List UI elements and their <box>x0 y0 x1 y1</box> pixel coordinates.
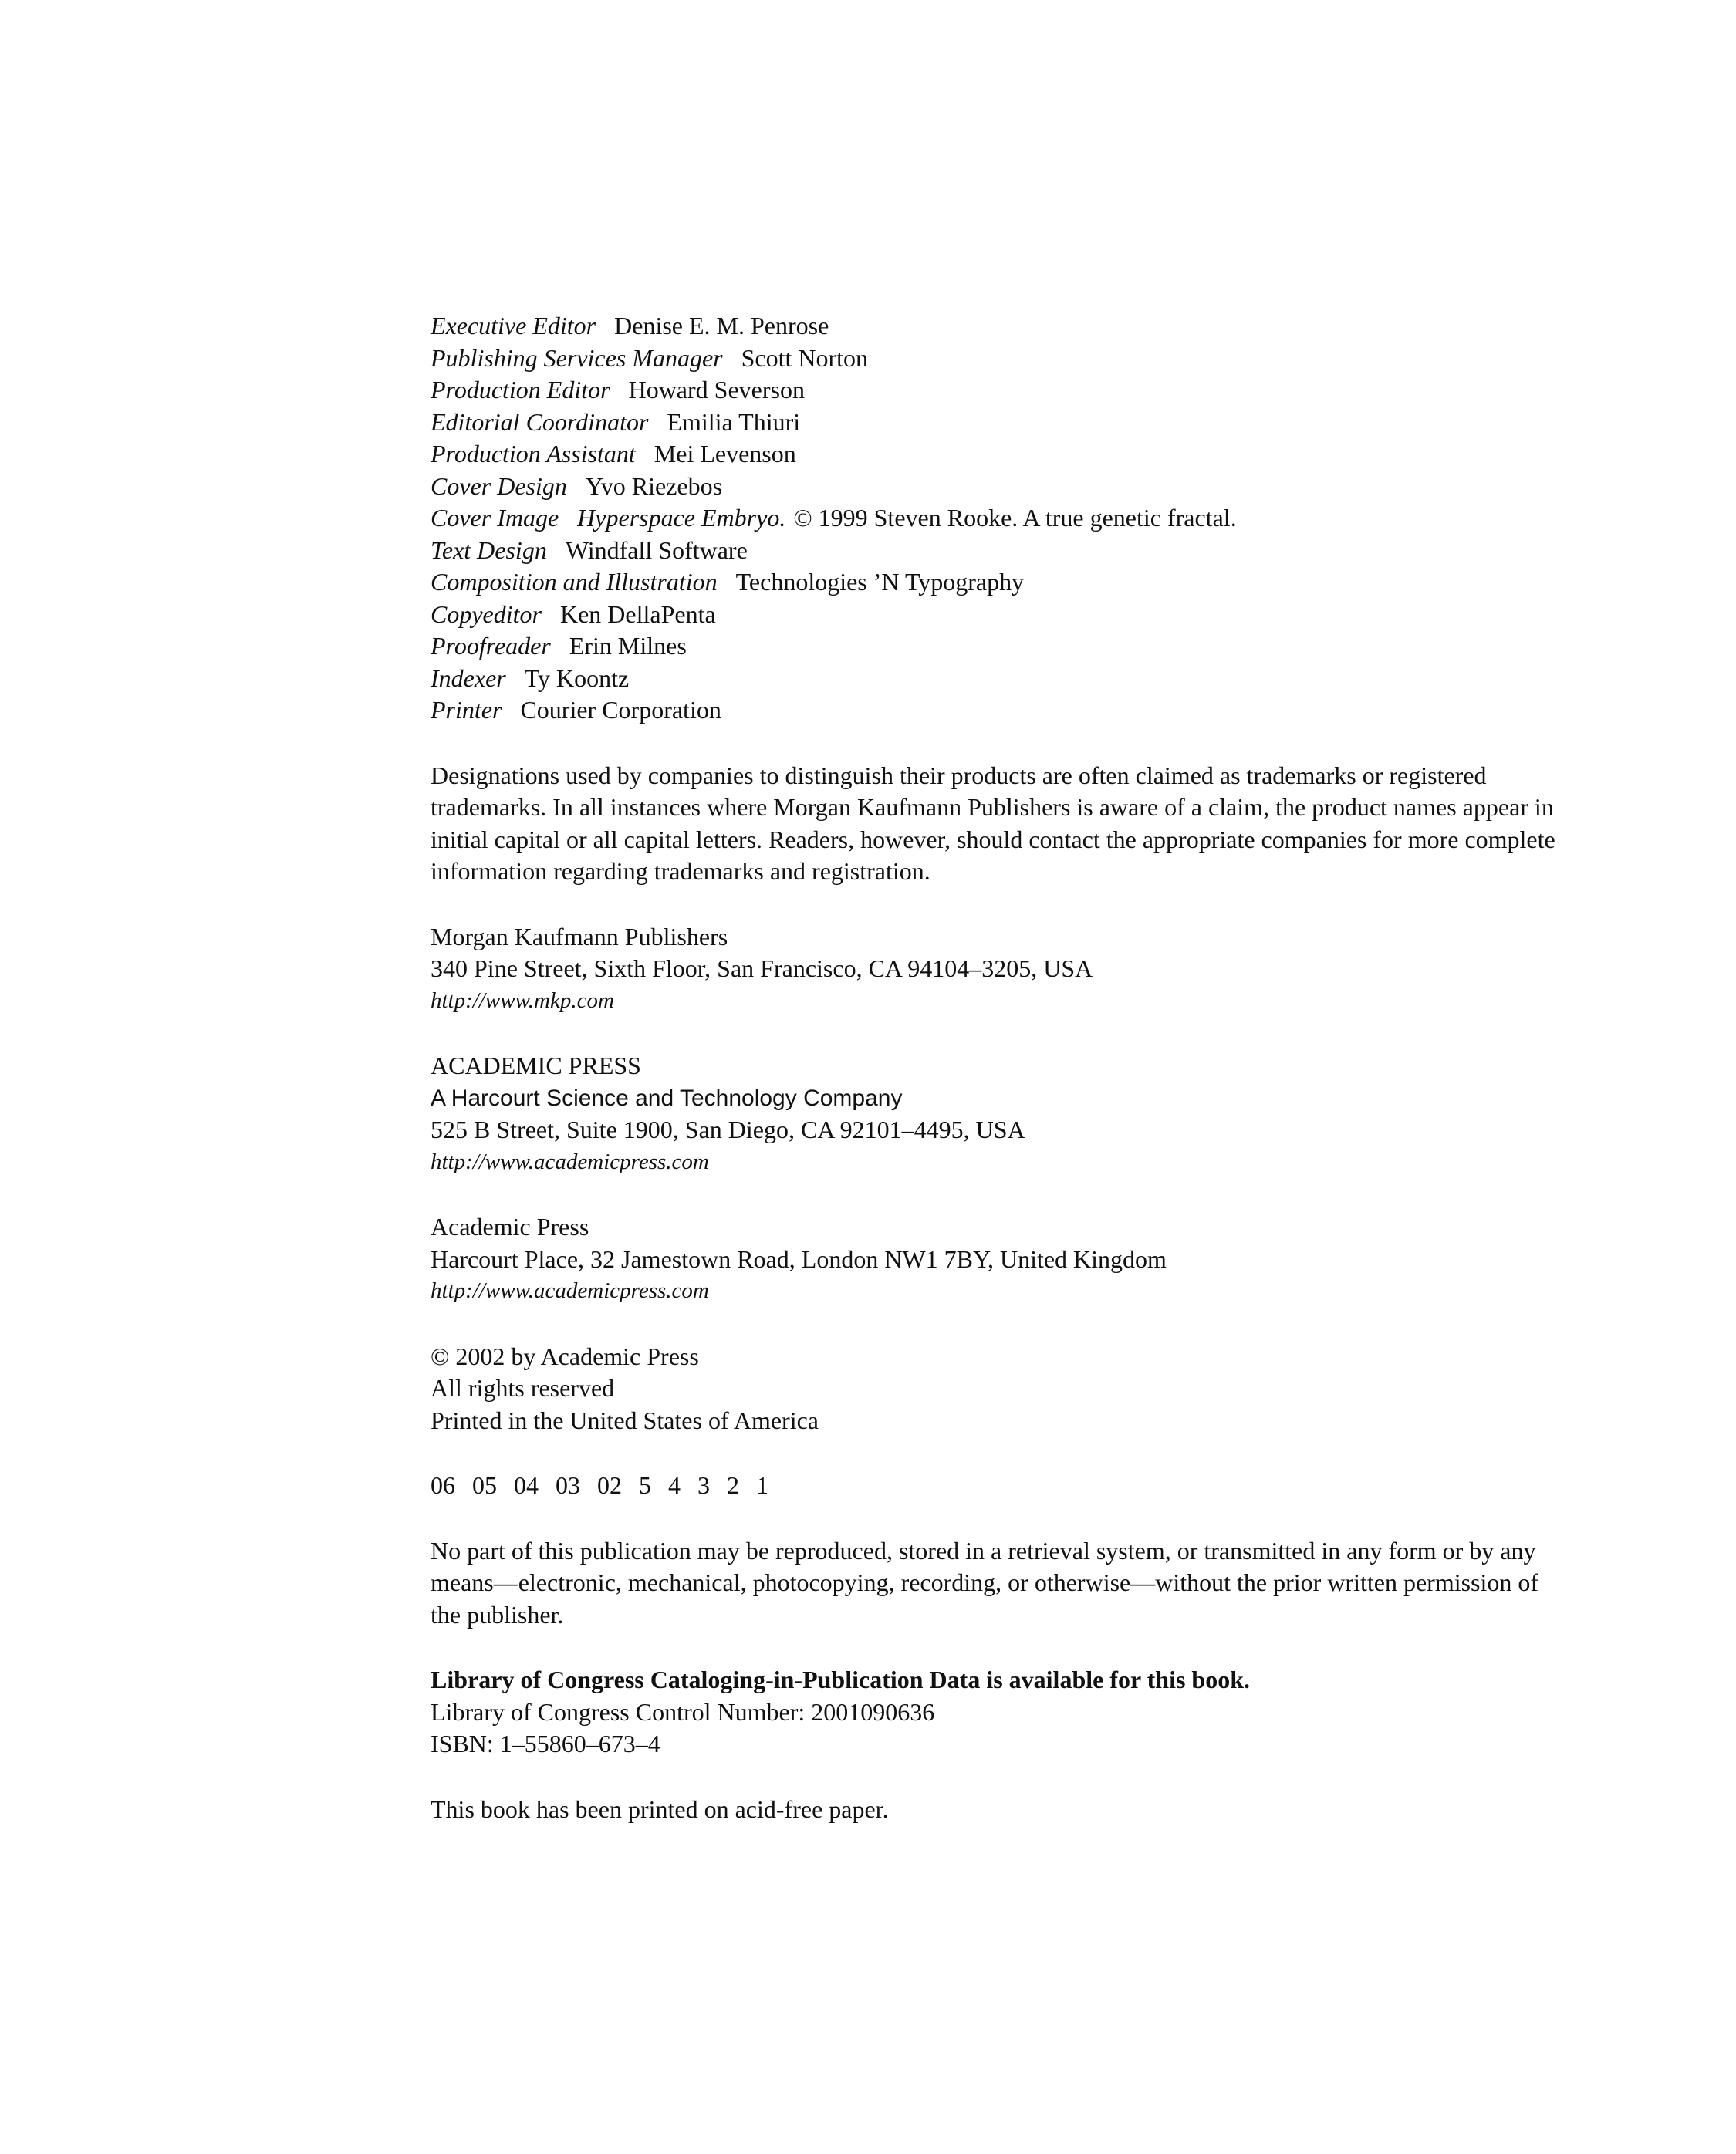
publisher-url[interactable]: http://www.mkp.com <box>431 988 614 1013</box>
printed-in-line: Printed in the United States of America <box>431 1406 819 1434</box>
credit-role: Production Assistant <box>431 440 636 468</box>
credit-line <box>431 694 1557 727</box>
credit-role: Cover Image <box>431 504 559 532</box>
credit-role: Indexer <box>431 663 506 692</box>
credit-line <box>431 374 1557 407</box>
credit-role: Editorial Coordinator <box>431 407 649 436</box>
credit-line <box>431 310 1557 343</box>
credit-name: Erin Milnes <box>569 632 687 660</box>
credit-name: Howard Severson <box>628 376 805 403</box>
credit-line <box>431 502 1557 535</box>
credit-role: Production Editor <box>431 376 610 403</box>
credit-role: Copyeditor <box>431 599 542 628</box>
credit-name: © 1999 Steven Rooke. A true genetic fractal. <box>793 504 1237 532</box>
copyright-block <box>431 1341 1557 1437</box>
credit-line <box>431 599 1557 631</box>
publisher-address: Harcourt Place, 32 Jamestown Road, London NW1 7BY, United Kingdom <box>431 1244 1167 1273</box>
copyright-line: © 2002 by Academic Press <box>431 1342 699 1370</box>
print-number: 4 <box>668 1471 681 1499</box>
cataloging-heading: Library of Congress Cataloging-in-Publication Data is available for this book. <box>431 1666 1250 1693</box>
publisher-url[interactable]: http://www.academicpress.com <box>431 1149 709 1174</box>
credit-role: Cover Design <box>431 471 567 500</box>
publisher-address: 525 B Street, Suite 1900, San Diego, CA 92101–4495, USA <box>431 1116 1025 1143</box>
cover-image-title: Hyperspace Embryo. <box>577 504 786 532</box>
print-number: 3 <box>697 1471 710 1499</box>
publisher-morgan-kaufmann <box>431 921 1557 1018</box>
credit-name: Windfall Software <box>565 535 748 564</box>
credit-line <box>431 471 1557 503</box>
credit-name: Ty Koontz <box>524 663 630 692</box>
credit-line <box>431 535 1557 567</box>
print-number: 04 <box>514 1471 539 1499</box>
paper-note: This book has been printed on acid-free paper. <box>431 1794 889 1823</box>
publisher-name: Morgan Kaufmann Publishers <box>431 922 728 950</box>
publisher-url[interactable]: http://www.academicpress.com <box>431 1278 709 1303</box>
credit-role: Proofreader <box>431 632 551 660</box>
credit-name: Scott Norton <box>741 343 869 372</box>
credit-role: Publishing Services Manager <box>431 343 723 372</box>
credit-role: Executive Editor <box>431 312 596 339</box>
trademark-notice: Designations used by companies to distinguish their products are often claimed as trademarks or registered trademarks. In all instances where Morgan Kaufmann Publishers is aware of a claim, the product names appear in initial capital or all capital letters. Readers, however, should contact the appropriate companies for more complete information regarding trademarks and registration. <box>431 761 1555 885</box>
copyright-page <box>431 310 1557 1825</box>
credit-line <box>431 407 1557 439</box>
print-number: 2 <box>727 1471 739 1499</box>
reproduction-notice: No part of this publication may be reproduced, stored in a retrieval system, or transmitted in any form or by any means—electronic, mechanical, photocopying, recording, or otherwise—without the prior written permission of the publisher. <box>431 1536 1539 1629</box>
rights-line: All rights reserved <box>431 1374 615 1402</box>
publisher-academic-press-uk <box>431 1211 1557 1308</box>
credit-line <box>431 663 1557 695</box>
credit-role: Text Design <box>431 535 547 564</box>
publisher-tagline: A Harcourt Science and Technology Company <box>431 1085 903 1111</box>
credit-name: Ken DellaPenta <box>559 599 716 628</box>
credit-line <box>431 566 1557 599</box>
credit-role: Printer <box>431 696 502 724</box>
credit-name: Technologies ’N Typography <box>735 568 1025 596</box>
print-number: 05 <box>472 1471 497 1499</box>
credits-list <box>431 310 1557 727</box>
credit-name: Denise E. M. Penrose <box>614 312 829 339</box>
credit-name: Emilia Thiuri <box>667 407 801 436</box>
credit-line <box>431 630 1557 663</box>
print-number: 5 <box>639 1471 651 1499</box>
print-line <box>431 1470 1557 1502</box>
publisher-name: Academic Press <box>431 1213 589 1241</box>
credit-line <box>431 438 1557 471</box>
print-number: 1 <box>756 1471 768 1499</box>
print-number: 03 <box>556 1471 580 1499</box>
publisher-name: ACADEMIC PRESS <box>431 1052 641 1079</box>
publisher-address: 340 Pine Street, Sixth Floor, San Francisco, CA 94104–3205, USA <box>431 954 1093 982</box>
isbn: ISBN: 1–55860–673–4 <box>431 1730 660 1757</box>
credit-name: Courier Corporation <box>520 696 721 724</box>
credit-line <box>431 343 1557 375</box>
control-number: Library of Congress Control Number: 2001090636 <box>431 1697 935 1726</box>
publisher-academic-press-us <box>431 1050 1557 1178</box>
credit-name: Mei Levenson <box>654 440 796 468</box>
credit-name: Yvo Riezebos <box>585 471 723 500</box>
print-number: 02 <box>597 1471 622 1499</box>
cataloging-block <box>431 1664 1557 1761</box>
credit-role: Composition and Illustration <box>431 568 718 596</box>
print-number: 06 <box>431 1471 455 1499</box>
